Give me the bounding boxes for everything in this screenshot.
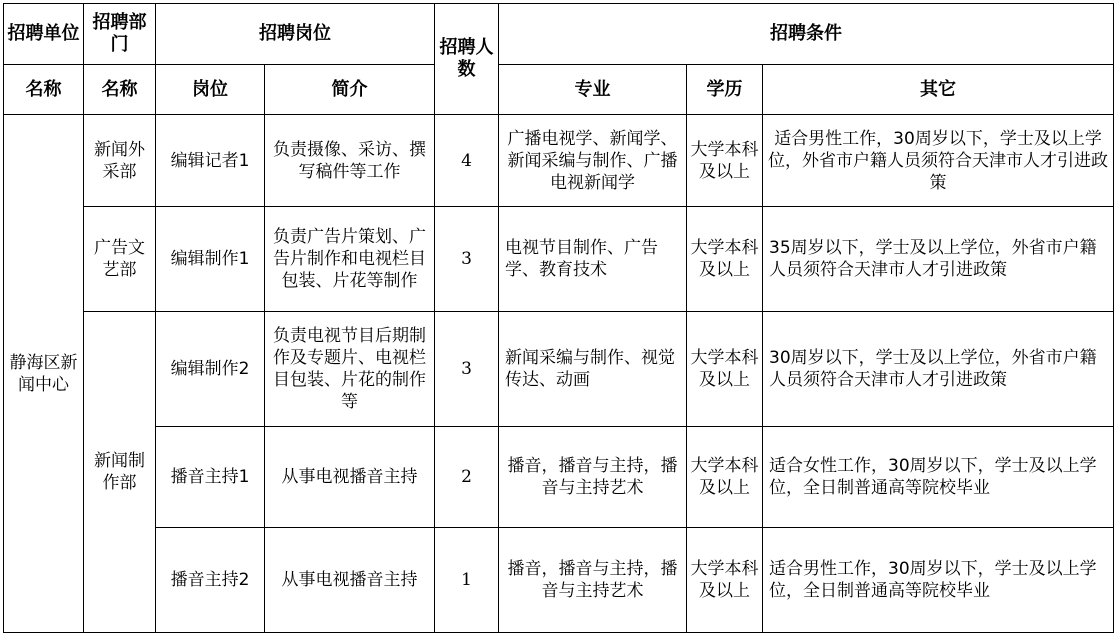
header-row-2 [4,65,1114,115]
major-cell: 播音，播音与主持，播音与主持艺术 [499,427,687,528]
intro-cell: 负责电视节目后期制作及专题片、电视栏目包装、片花的制作等 [265,312,435,427]
table-row [4,115,1114,207]
table-row [4,312,1114,427]
department-cell: 广告文艺部 [84,207,156,312]
header-unit: 招聘单位 [4,4,84,65]
header-position: 岗位 [156,65,265,115]
header-department: 招聘部门 [84,4,156,65]
table-row [4,427,1114,528]
other-cell: 35周岁以下，学士及以上学位，外省市户籍人员须符合天津市人才引进政策 [763,207,1114,312]
count-cell: 4 [435,115,499,207]
header-count: 招聘人数 [435,4,499,115]
count-cell: 1 [435,528,499,633]
table-row [4,207,1114,312]
header-row-1 [4,4,1114,65]
education-cell: 大学本科及以上 [687,528,763,633]
header-major: 专业 [499,65,687,115]
count-cell: 2 [435,427,499,528]
education-cell: 大学本科及以上 [687,312,763,427]
department-cell: 新闻外采部 [84,115,156,207]
education-cell: 大学本科及以上 [687,427,763,528]
header-department-name: 名称 [84,65,156,115]
intro-cell: 从事电视播音主持 [265,427,435,528]
other-cell: 适合男性工作，30周岁以下，学士及以上学位，外省市户籍人员须符合天津市人才引进政策 [763,115,1114,207]
header-education: 学历 [687,65,763,115]
unit-name-cell: 静海区新闻中心 [4,115,84,633]
header-other: 其它 [763,65,1114,115]
count-cell: 3 [435,207,499,312]
intro-cell: 负责广告片策划、广告片制作和电视栏目包装、片花等制作 [265,207,435,312]
header-unit-name: 名称 [4,65,84,115]
position-cell: 编辑制作1 [156,207,265,312]
other-cell: 适合女性工作，30周岁以下，学士及以上学位，全日制普通高等院校毕业 [763,427,1114,528]
count-cell: 3 [435,312,499,427]
recruitment-table [3,3,1114,633]
header-conditions-group: 招聘条件 [499,4,1114,65]
other-cell: 适合男性工作，30周岁以下，学士及以上学位，全日制普通高等院校毕业 [763,528,1114,633]
intro-cell: 从事电视播音主持 [265,528,435,633]
position-cell: 编辑记者1 [156,115,265,207]
table-row [4,528,1114,633]
department-cell: 新闻制作部 [84,312,156,633]
major-cell: 新闻采编与制作、视觉传达、动画 [499,312,687,427]
intro-cell: 负责摄像、采访、撰写稿件等工作 [265,115,435,207]
education-cell: 大学本科及以上 [687,207,763,312]
header-intro: 简介 [265,65,435,115]
education-cell: 大学本科及以上 [687,115,763,207]
other-cell: 30周岁以下，学士及以上学位，外省市户籍人员须符合天津市人才引进政策 [763,312,1114,427]
header-position-group: 招聘岗位 [156,4,435,65]
major-cell: 电视节目制作、广告学、教育技术 [499,207,687,312]
position-cell: 播音主持1 [156,427,265,528]
position-cell: 播音主持2 [156,528,265,633]
major-cell: 播音，播音与主持，播音与主持艺术 [499,528,687,633]
position-cell: 编辑制作2 [156,312,265,427]
major-cell: 广播电视学、新闻学、新闻采编与制作、广播电视新闻学 [499,115,687,207]
